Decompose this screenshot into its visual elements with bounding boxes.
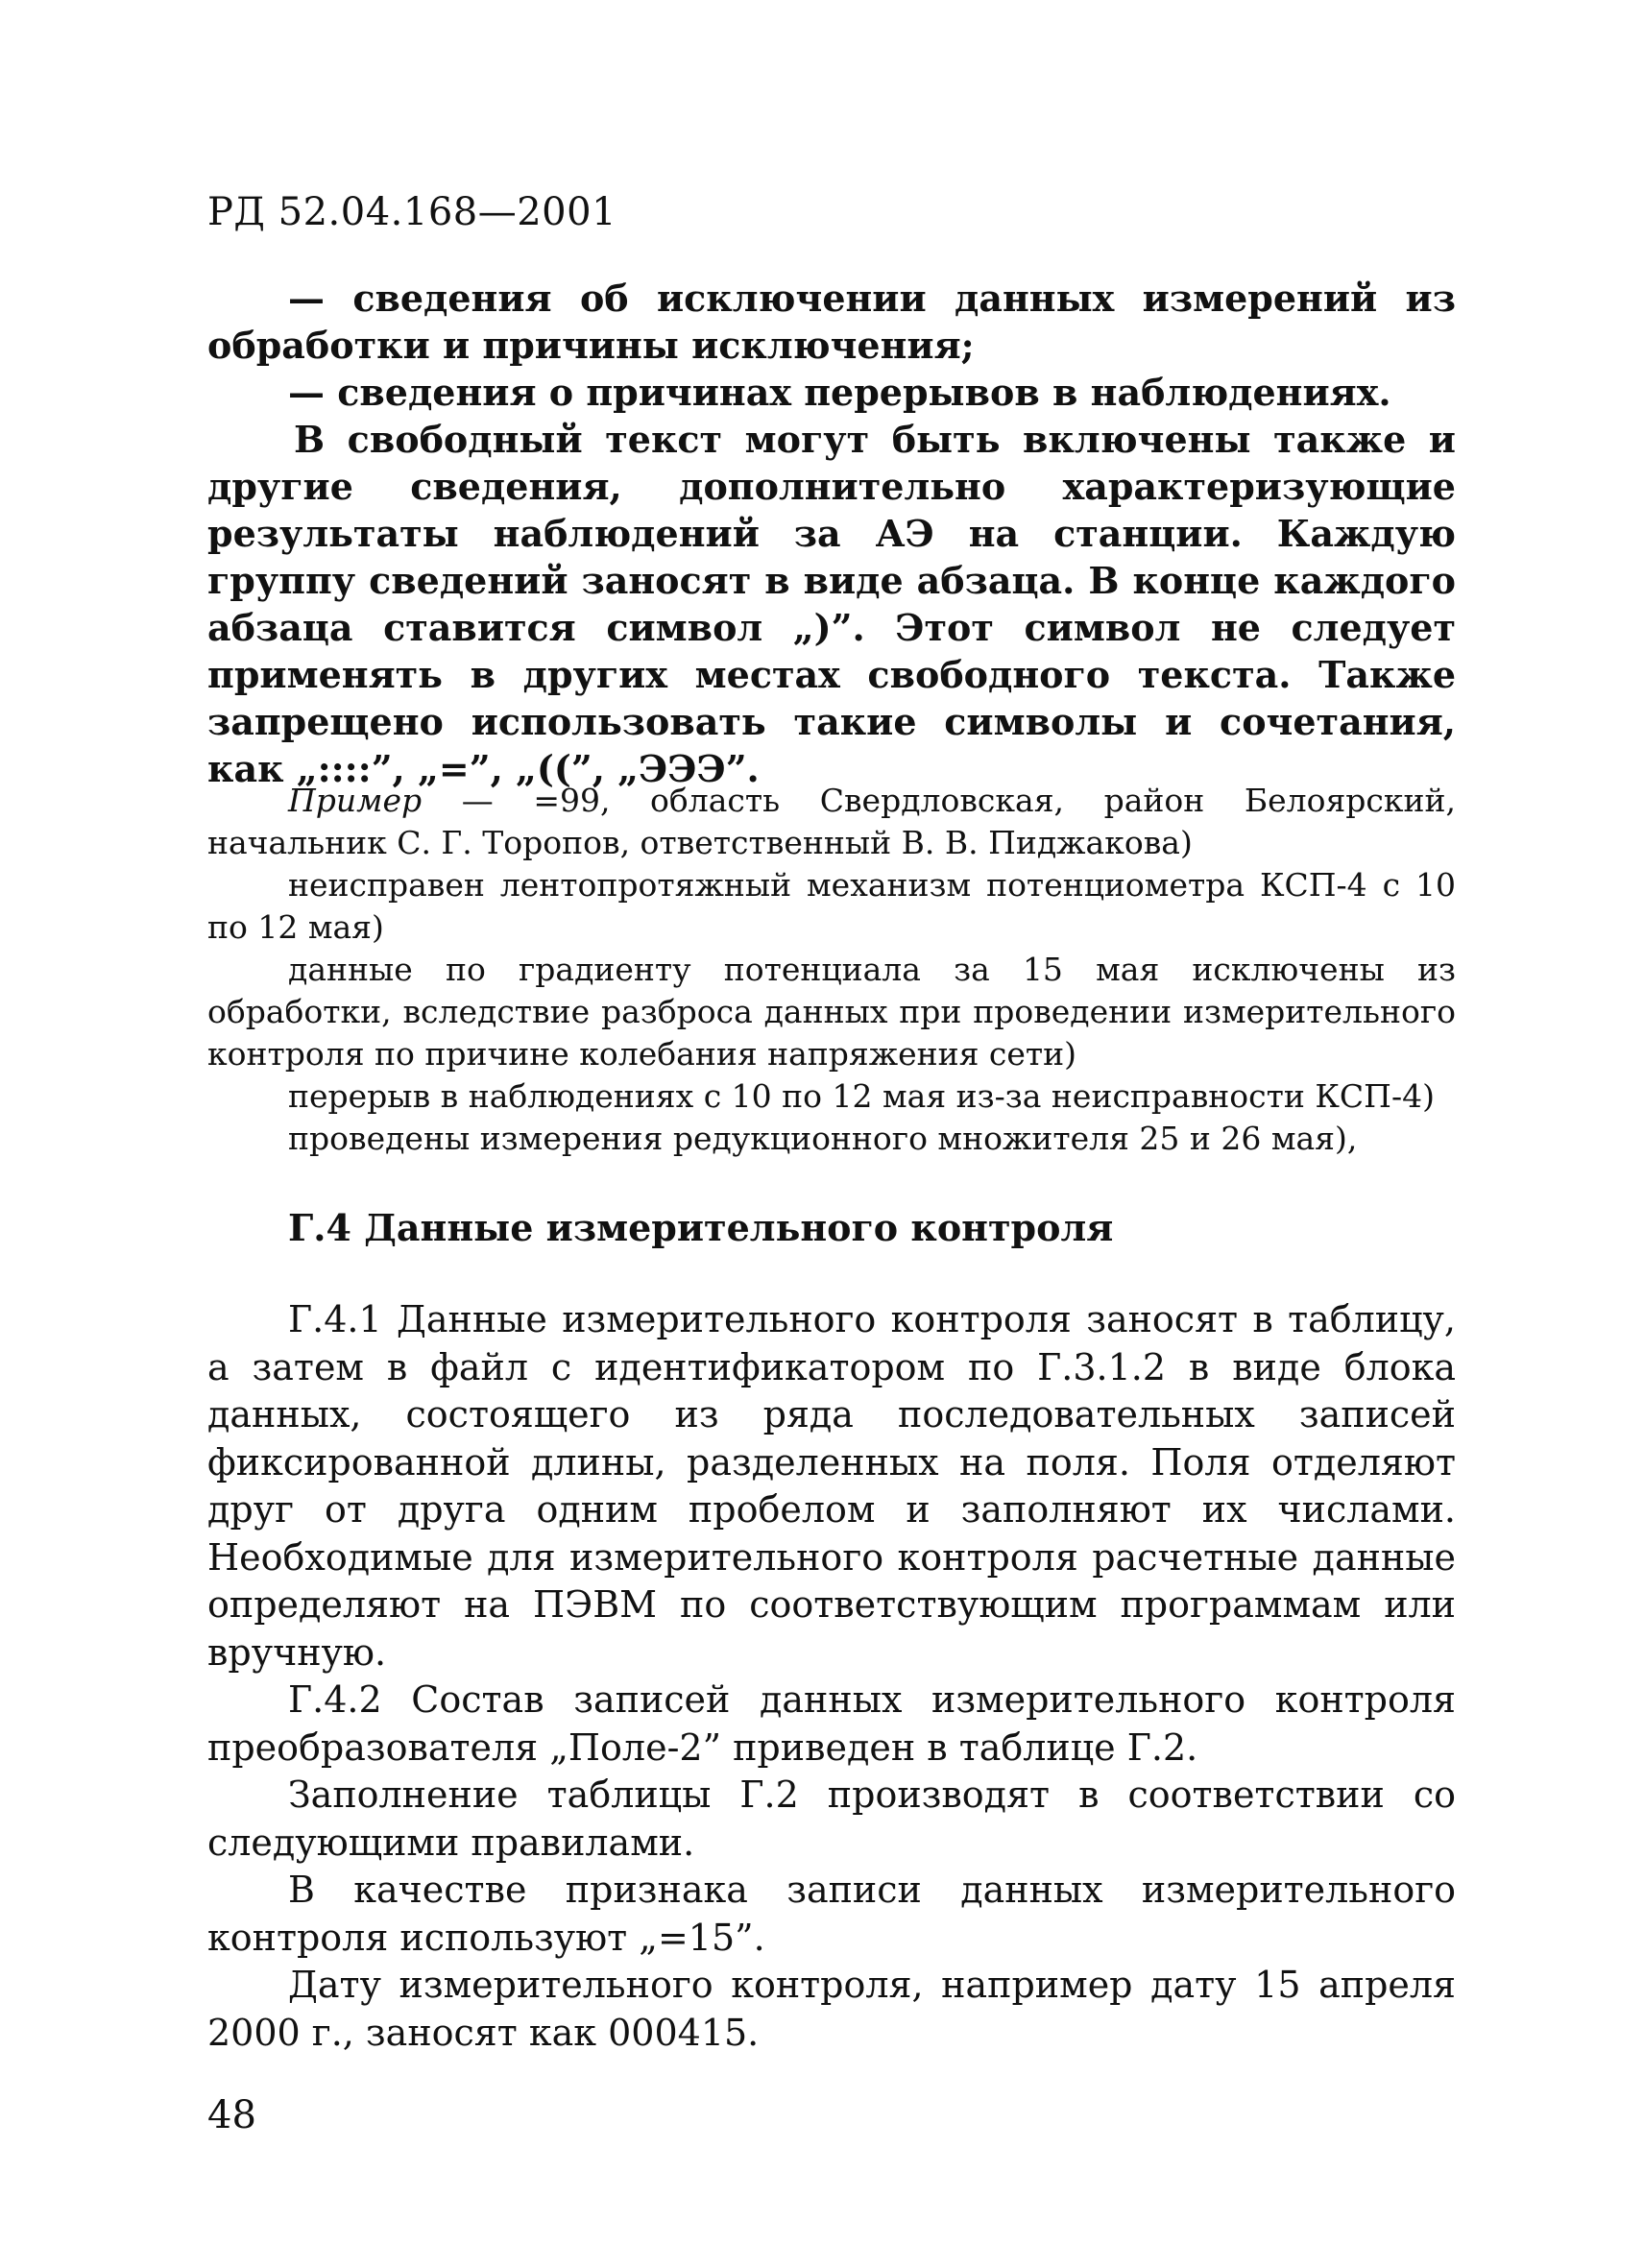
page-number: 48 [207,2093,256,2137]
intro-text [207,275,1456,792]
example-line-1-text: — =99, область Свердловская, район Белоярский, начальник С. Г. Торопов, ответственный В. В. Пиджакова) [207,782,1456,861]
section-paragraph-2: Г.4.2 Состав записей данных измерительного контроля преобразователя „Поле-2” приведен в таблице Г.2. [207,1678,1456,1769]
section-paragraph-4: В качестве признака записи данных измерительного контроля используют „=15”. [207,1869,1456,1959]
example-label: Пример [288,782,423,819]
free-text-paragraph: В свободный текст могут быть включены также и другие сведения, дополнительно характеризующие результаты наблюдений за АЭ на станции. Каждую группу сведений заносят в виде абзаца. В конце каждого абзаца ставится символ „)”. Этот символ не следует применять в других местах свободного текста. Также запрещено использовать такие символы и сочетания, как „::::”, „=”, „((”, „ЭЭЭ”. [207,418,1456,790]
example-line-5: проведены измерения редукционного множителя 25 и 26 мая), [288,1120,1358,1157]
section-paragraph-1: Г.4.1 Данные измерительного контроля заносят в таблицу, а затем в файл с идентификатором по Г.3.1.2 в виде блока данных, состоящего из ряда последовательных записей фиксированной длины, разделенных на поля. Поля отделяют друг от друга одним пробелом и заполняют их числами. Необходимые для измерительного контроля расчетные данные определяют на ПЭВМ по соответствующим программам или вручную. [207,1298,1456,1674]
example-line-3: данные по градиенту потенциала за 15 мая исключены из обработки, вследствие разброса данных при проведении измерительного контроля по причине колебания напряжения сети) [207,951,1456,1073]
section-paragraph-3: Заполнение таблицы Г.2 производят в соответствии со следующими правилами. [207,1773,1456,1864]
bullet-breaks: — сведения о причинах перерывов в наблюдениях. [288,371,1391,414]
document-code: РД 52.04.168—2001 [207,190,617,234]
section-title: Г.4 Данные измерительного контроля [288,1206,1114,1249]
section-body [207,1296,1456,2057]
example-line-1 [207,780,1456,864]
section-paragraph-5: Дату измерительного контроля, например дату 15 апреля 2000 г., заносят как 000415. [207,1964,1456,2054]
example-block [207,780,1456,1160]
bullet-exclusion: — сведения об исключении данных измерений из обработки и причины исключения; [207,277,1456,367]
example-line-4: перерыв в наблюдениях с 10 по 12 мая из-за неисправности КСП-4) [288,1077,1435,1115]
example-line-2: неисправен лентопротяжный механизм потенциометра КСП-4 с 10 по 12 мая) [207,866,1456,946]
